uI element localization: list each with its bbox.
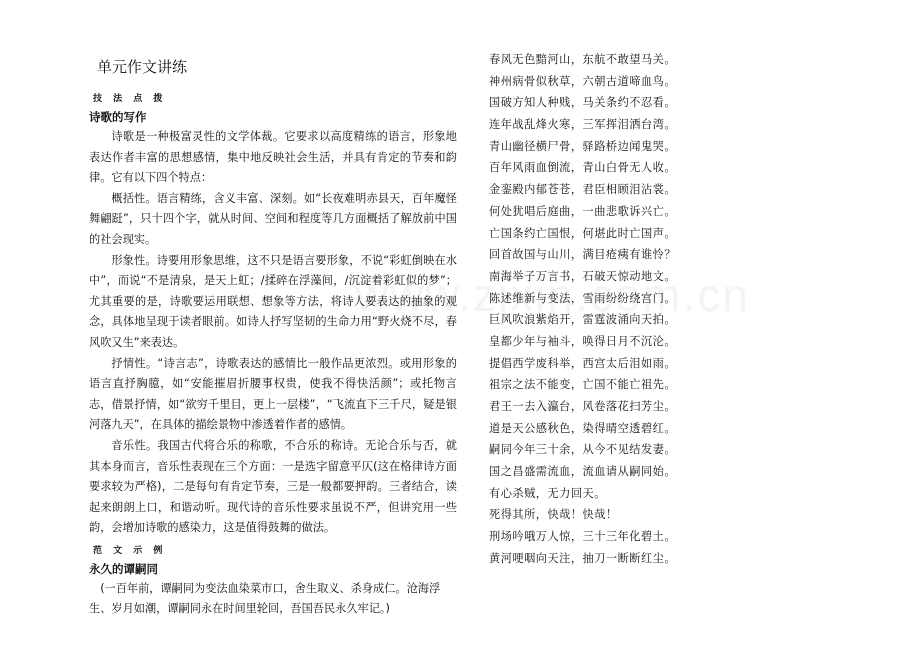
paragraph-imagery: 形象性。诗要用形象思维，这不只是语言要形象，不说“彩虹倒映在水中”，而说“不是清泉，是天上虹；/揉碎在浮藻间，/沉淀着彩虹似的梦”；尤其重要的是，诗歌要运用联想、想象等方法，将诗人要表达的抽象的观念，具体地呈现于读者眼前。如诗人抒写坚韧的生命力用“野火烧不尽，春风吹又生”来表达。 [89,253,457,349]
poem-line: 黄河哽咽向天注，抽刀一断断红尘。 [489,551,677,565]
section-label-example: 范 文 示 例 [93,545,167,556]
paragraph-lyricism: 抒情性。“诗言志”，诗歌表达的感情比一般作品更浓烈。或用形象的语言直抒胸臆，如“安能摧眉折腰事权贵，使我不得快活颜”；或托物言志，借景抒情，如“欲穷千里目，更上一层楼”，“飞流直下三千尺，疑是银河落九天”，在具体的描绘景物中渗透着作者的感情。 [89,356,457,432]
poem-line: 祖宗之法不能变，亡国不能亡祖先。 [489,378,677,392]
subhead-poem-title: 永久的谭嗣同 [89,561,158,576]
subhead-poetry-writing: 诗歌的写作 [89,110,147,124]
poem-line: 国之昌盛需流血，流血请从嗣同始。 [489,465,677,479]
paragraph-intro: 诗歌是一种极富灵性的文学体裁。它要求以高度精练的语言，形象地表达作者丰富的思想感情，集中地反映社会生活，并具有肯定的节奏和韵律。它有以下四个特点： [89,130,457,185]
left-column [89,55,457,620]
poem-line: 连年战乱烽火寒，三军挥泪洒台湾。 [489,118,677,132]
poem-line: 亡国条约亡国恨，何堪此时亡国声。 [489,226,677,240]
poem-intro: (一百年前，谭嗣同为变法血染菜市口，舍生取义、杀身成仁。沧海浮生、岁月如潮，谭嗣同永在时间里轮回，吾国吾民永久牢记。) [89,581,441,616]
poem-line: 百年风雨血倒流，青山白骨无人收。 [489,161,677,175]
poem-line: 君王一去入瀛台，风卷落花扫芳尘。 [489,400,677,413]
poem-line: 神州病骨似秋草，六朝古道啼血鸟。 [489,74,677,88]
poem-line: 金銮殿内郁苍苍，君臣相顾泪沾裳。 [489,183,677,197]
poem-line: 青山幽径横尸骨，驿路桥边闻鬼哭。 [489,139,677,153]
paragraph-musicality: 音乐性。我国古代将合乐的称歌，不合乐的称诗。无论合乐与否，就其本身而言，音乐性表现在三个方面：一是选字留意平仄(这在格律诗方面要求较为严格)，二是每句有肯定节奏，三是一般都要押韵。三者结合，读起来朗朗上口，和谐动听。现代诗的音乐性要求虽说不严，但讲究用一些韵，会增加诗歌的感染力，这是值得鼓舞的做法。 [89,438,457,535]
section-label-techniques: 技 法 点 拨 [93,94,167,104]
poem-line: 巨风吹浪紫焰开，雷霆波涌向天拍。 [489,313,677,327]
poem-line: 刑场吟哦万人惊，三十三年化碧土。 [489,530,677,544]
watermark [355,268,750,322]
poem-line: 春风无色黯河山，东航不敢望马关。 [489,53,677,66]
poem-line: 国破方知人种贱，马关条约不忍看。 [489,96,677,110]
poem-line: 何处犹唱后庭曲，一曲悲歌诉兴亡。 [489,204,677,218]
poem-line: 皇都少年与袖斗，唤得日月不沉沦。 [489,334,677,348]
poem-line: 提倡西学废科举，西宫太后泪如雨。 [489,356,677,370]
poem-line: 有心杀贼，无力回天。 [489,486,606,500]
paragraph-generality: 概括性。语言精练，含义丰富、深刻。如“长夜难明赤县天，百年魔怪舞翩跹”，只十四个字，就从时间、空间和程度等几方面概括了解放前中国的社会现实。 [89,191,457,246]
poem-line: 陈述维新与变法，雪雨纷纷绕宫门。 [489,291,677,305]
poem-line: 回首故国与山川，满目疮痍有谁怜？ [489,248,677,262]
page-title: 单元作文讲练 [97,58,188,76]
poem-line: 南海举子万言书，石破天惊动地文。 [489,269,677,283]
poem-line: 死得其所，快哉！快哉！ [489,508,618,522]
poem-line: 嗣同今年三十余，从今不见结发妻。 [489,443,677,457]
poem-line: 道是天公感秋色，染得晴空透碧红。 [489,421,677,435]
